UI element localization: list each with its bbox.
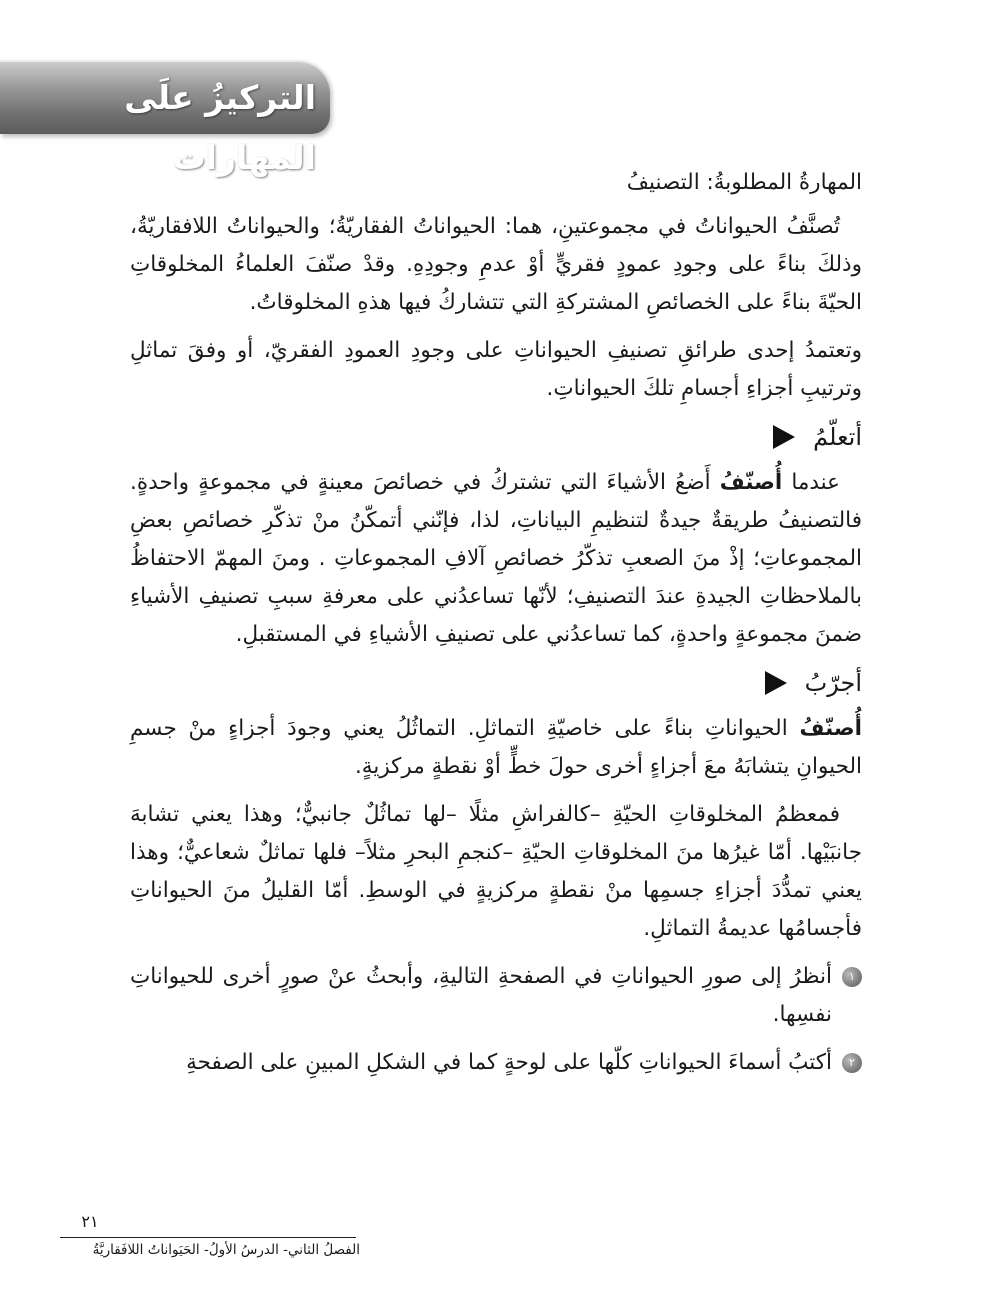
- learn-paragraph: [130, 464, 862, 654]
- step-number-badge: ١: [842, 967, 862, 987]
- footer-divider: [60, 1237, 356, 1238]
- intro-paragraph-1: تُصنَّفُ الحيواناتُ في مجموعتينِ، هما: الحيواناتُ الفقاريّةُ؛ والحيواناتُ اللافقاريّةُ، وذلكَ بناءً على وجودِ عمودٍ فقريٍّ أوْ عدمِ وجودِهِ. وقدْ صنّفَ العلماءُ المخلوقاتِ الحيّةَ بناءً على الخصائصِ المشتركةِ التي تتشاركُ فيها هذهِ المخلوقاتُ.: [130, 214, 862, 315]
- try-paragraph-1: [130, 710, 862, 786]
- step-item-2: [130, 1044, 862, 1082]
- footer-chapter-text: الفصلُ الثاني- الدرسُ الأولُ- الحَيَواناتُ اللافَقاريَّةُ: [92, 1242, 360, 1258]
- learn-bold-word: أُصنّفُ: [719, 470, 783, 495]
- learn-heading-label: أتعلّمُ: [813, 423, 862, 451]
- step-text: أنظرُ إلى صورِ الحيواناتِ في الصفحةِ التاليةِ، وأبحثُ عنْ صورٍ أخرى للحيواناتِ نفسِها.: [130, 964, 832, 1027]
- page-number: ٢١: [81, 1212, 99, 1231]
- triangle-arrow-icon: [773, 425, 795, 449]
- try-paragraph-2: فمعظمُ المخلوقاتِ الحيّةِ –كالفراشِ مثلًا –لها تماثُلٌ جانبيٌّ؛ وهذا يعني تشابهَ جانبَيْها. أمّا غيرُها منَ المخلوقاتِ الحيّةِ –كنجمِ البحرِ مثلاً– فلها تماثلٌ شعاعيٌّ؛ وهذا يعني تمدُّدَ أجزاءِ جسمِها منْ نقطةٍ مركزيةٍ في الوسطِ. أمّا القليلُ منَ الحيواناتِ فأجسامُها عديمةُ التماثلِ.: [130, 802, 862, 941]
- step-number-badge: ٢: [842, 1053, 862, 1073]
- learn-text: أَضعُ الأشياءَ التي تشتركُ في خصائصَ معينةٍ في مجموعةٍ واحدةٍ. فالتصنيفُ طريقةٌ جيدةٌ لتنظيمِ البياناتِ، لذا، فإنّني أتمكّنُ منْ تذكّرِ خصائصِ بعضِ المجموعاتِ؛ إذْ منَ الصعبِ تذكّرُ خصائصِ آلافِ المجموعاتِ . ومنَ المهمّ الاحتفاظُ بالملاحظاتِ الجيدةِ عندَ التصنيفِ؛ لأنّها تساعدُني على معرفةِ سببِ تصنيفِ الأشياءِ ضمنَ مجموعةٍ واحدةٍ، كما تساعدُني على تصنيفِ الأشياءِ في المستقبلِ.: [130, 470, 862, 647]
- try-heading-label: أجرّبُ: [804, 669, 862, 697]
- intro-paragraph-2: وتعتمدُ إحدى طرائقِ تصنيفِ الحيواناتِ على وجودِ العمودِ الفقريّ، أو وفقَ تماثلِ وترتيبِ أجزاءِ أجسامِ تلكَ الحيواناتِ.: [130, 338, 862, 401]
- skill-line: المهارةُ المطلوبةُ: التصنيفُ: [626, 170, 862, 195]
- main-content: [130, 164, 862, 1092]
- try-heading: [130, 664, 862, 702]
- step-item-1: [130, 958, 862, 1034]
- triangle-arrow-icon: [765, 671, 787, 695]
- learn-lead: عندما: [791, 470, 840, 495]
- learn-heading: [130, 418, 862, 456]
- try-bold-word: أُصنّفُ: [799, 716, 862, 741]
- step-text: أكتبُ أسماءَ الحيواناتِ كلّها على لوحةٍ كما في الشكلِ المبينِ على الصفحةِ: [186, 1050, 832, 1075]
- try-text: الحيواناتِ بناءً على خاصيّةِ التماثلِ. التماثُلُ يعني وجودَ أجزاءٍ منْ جسمِ الحيوانِ يتشابَهُ معَ أجزاءٍ أخرى حولَ خطٍّ أوْ نقطةٍ مركزيةٍ.: [130, 716, 862, 779]
- page-title: التركيزُ علَى المهارات: [124, 78, 316, 177]
